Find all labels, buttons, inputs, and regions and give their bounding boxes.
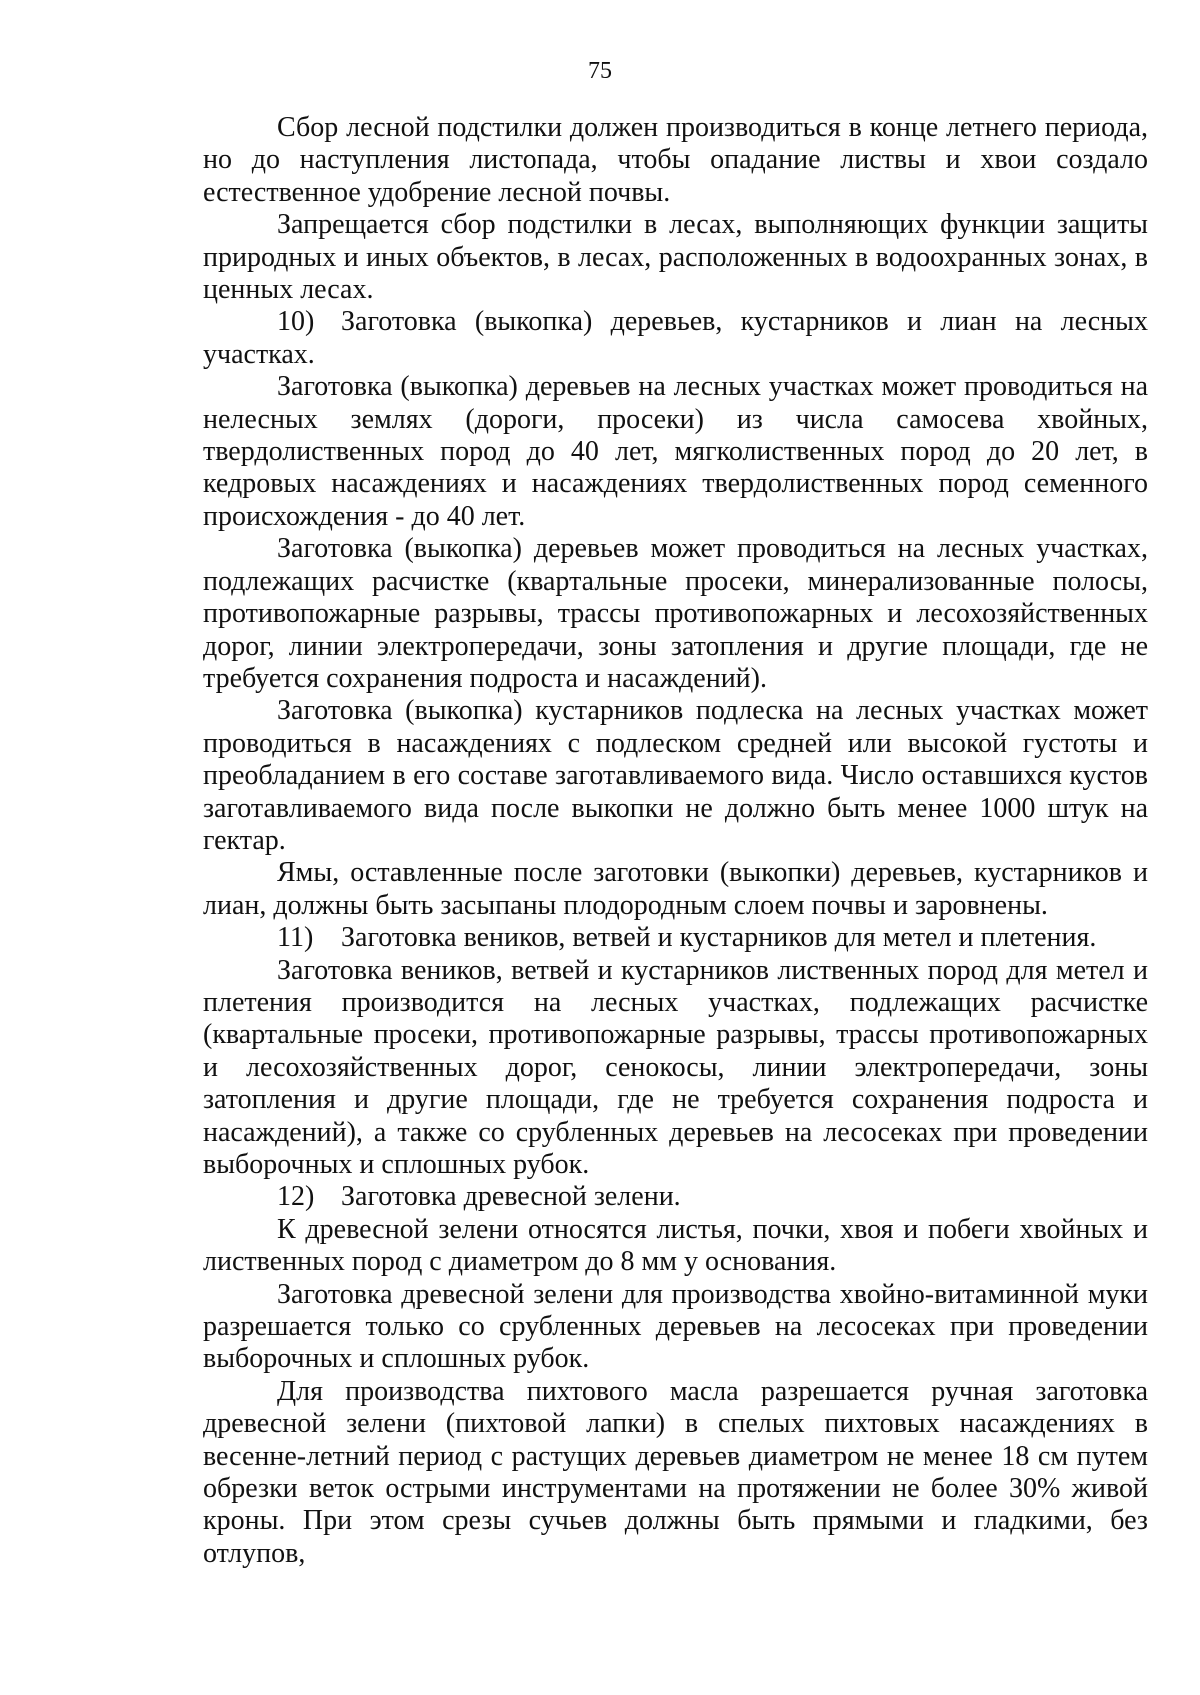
item-number: 10) [277,306,315,338]
item-12-heading [203,1181,1148,1213]
paragraph-litter-collection: Сбор лесной подстилки должен производиться в конце летнего периода, но до наступления листопада, чтобы опадание листвы и хвои создало естественное удобрение лесной почвы. [203,112,1148,208]
item-10-heading [203,306,1148,371]
paragraph-shrub-digging: Заготовка (выкопка) кустарников подлеска на лесных участках может проводиться в насаждениях с подлеском средней или высокой густоты и преобладанием в его составе заготавливаемого вида. Число оставшихся кустов заготавливаемого вида после выкопки не должно быть менее 1000 штук на гектар. [203,695,1148,856]
item-number: 11) [277,922,314,954]
item-heading-text: Заготовка веников, ветвей и кустарников для метел и плетения. [341,922,1097,954]
document-body [203,112,1148,1570]
paragraph-fir-oil: Для производства пихтового масла разрешается ручная заготовка древесной зелени (пихтовой лапки) в спелых пихтовых насаждениях в весенне-летний период с растущих деревьев диаметром не менее 18 см путем обрезки веток острыми инструментами на протяжении не более 30% живой кроны. При этом срезы сучьев должны быть прямыми и гладкими, без отлупов, [203,1375,1148,1569]
item-11-heading [203,922,1148,954]
item-heading-text: Заготовка (выкопка) деревьев, кустарников и лиан на лесных участках. [203,306,1148,370]
paragraph-tree-digging-nonforest: Заготовка (выкопка) деревьев на лесных участках может проводиться на нелесных землях (дороги, просеки) из числа самосева хвойных, твердолиственных пород до 40 лет, мягколиственных пород до 20 лет, в кедровых насаждениях и насаждениях твердолиственных пород семенного происхождения - до 40 лет. [203,371,1148,532]
paragraph-brooms-harvesting: Заготовка веников, ветвей и кустарников лиственных пород для метел и плетения производится на лесных участках, подлежащих расчистке (квартальные просеки, противопожарные разрывы, трассы противопожарных и лесохозяйственных дорог, сенокосы, линии электропередачи, зоны затопления и другие площади, где не требуется сохранения подроста и насаждений), а также со срубленных деревьев на лесосеках при проведении выборочных и сплошных рубок. [203,954,1148,1180]
paragraph-litter-prohibition: Запрещается сбор подстилки в лесах, выполняющих функции защиты природных и иных объектов, в лесах, расположенных в водоохранных зонах, в ценных лесах. [203,209,1148,306]
paragraph-vitamin-flour: Заготовка древесной зелени для производства хвойно-витаминной муки разрешается только со срубленных деревьев на лесосеках при проведении выборочных и сплошных рубок. [203,1278,1148,1375]
paragraph-greenery-definition: К древесной зелени относятся листья, почки, хвоя и побеги хвойных и лиственных пород с диаметром до 8 мм у основания. [203,1213,1148,1278]
item-heading-text: Заготовка древесной зелени. [341,1181,681,1213]
paragraph-pits-filling: Ямы, оставленные после заготовки (выкопки) деревьев, кустарников и лиан, должны быть засыпаны плодородным слоем почвы и заровнены. [203,857,1148,921]
item-number: 12) [277,1181,315,1213]
paragraph-tree-digging-clearing: Заготовка (выкопка) деревьев может проводиться на лесных участках, подлежащих расчистке (квартальные просеки, минерализованные полосы, противопожарные разрывы, трассы противопожарных и лесохозяйственных дорог, линии электропередачи, зоны затопления и другие площади, где не требуется сохранения подроста и насаждений). [203,533,1148,694]
page-number: 75 [588,58,612,84]
